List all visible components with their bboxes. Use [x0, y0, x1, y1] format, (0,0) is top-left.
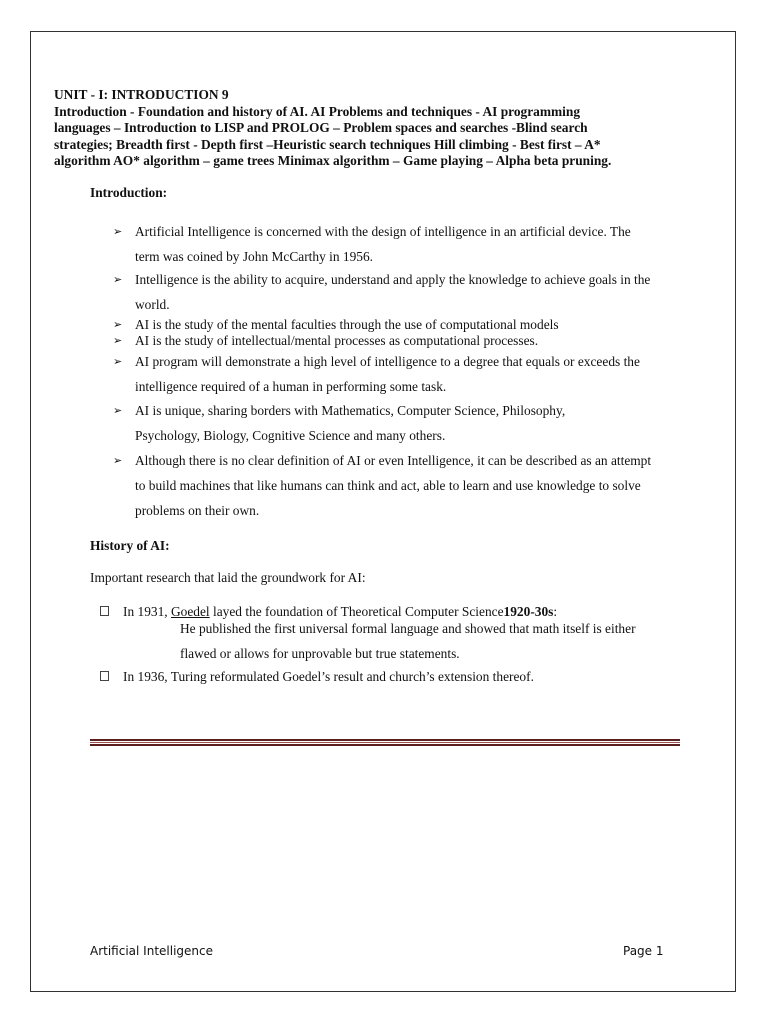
section-divider-mid	[90, 742, 680, 743]
checkbox-bullet-icon	[100, 671, 109, 681]
arrow-bullet-icon: ➢	[113, 318, 123, 331]
history-intro: Important research that laid the groundwork for AI:	[90, 570, 366, 585]
introduction-heading: Introduction:	[90, 185, 168, 200]
unit-heading	[54, 87, 634, 170]
bullet-text: AI is the study of intellectual/mental processes as computational processes.	[135, 333, 539, 348]
arrow-bullet-icon: ➢	[113, 273, 123, 286]
goedel-link[interactable]: Goedel	[170, 604, 210, 619]
intro-bullet	[113, 317, 673, 333]
intro-bullet	[113, 349, 673, 399]
bullet-text: Intelligence is the ability to acquire, understand and apply the knowledge to achieve goals in the world.	[135, 272, 651, 312]
intro-bullet	[113, 398, 673, 448]
unit-title: UNIT - I: INTRODUCTION 9	[54, 87, 229, 102]
bullet-text: AI is unique, sharing borders with Mathematics, Computer Science, Philosophy, Psychology, Biology, Cognitive Science and many others.	[135, 403, 566, 443]
unit-topics: Introduction - Foundation and history of AI. AI Problems and techniques - AI programming languages – Introduction to LISP and PROLOG – Problem spaces and searches -Blind search strategies; Breadth first - Depth first –Heuristic search techniques Hill climbing - Best first – A* algorithm AO* algorithm – game trees Minimax algorithm – Game playing – Alpha beta pruning.	[54, 103, 612, 169]
history-heading: History of AI:	[90, 538, 170, 553]
page-number: Page 1	[623, 944, 664, 958]
history-item: In 1931, Goedel layed the foundation of Theoretical Computer Science1920-30s:	[100, 604, 557, 620]
arrow-bullet-icon: ➢	[113, 355, 123, 368]
arrow-bullet-icon: ➢	[113, 404, 123, 417]
intro-bullet	[113, 267, 673, 317]
bullet-text: AI program will demonstrate a high level of intelligence to a degree that equals or exceeds the intelligence required of a human in performing some task.	[135, 354, 640, 394]
bullet-text: AI is the study of the mental faculties through the use of computational models	[135, 317, 559, 332]
checkbox-bullet-icon	[100, 606, 109, 616]
arrow-bullet-icon: ➢	[113, 225, 123, 238]
intro-bullet	[113, 219, 673, 269]
history-item: In 1936, Turing reformulated Goedel’s result and church’s extension thereof.	[100, 669, 534, 685]
history-item-detail: He published the first universal formal language and showed that math itself is either flawed or allows for unprovable but true statements.	[180, 621, 636, 661]
footer-title: Artificial Intelligence	[90, 944, 213, 958]
arrow-bullet-icon: ➢	[113, 334, 123, 347]
intro-bullet	[113, 448, 673, 523]
bullet-text: Although there is no clear definition of AI or even Intelligence, it can be described as an attempt to build machines that like humans can think and act, able to learn and use knowledge to solve problems on their own.	[135, 453, 652, 518]
arrow-bullet-icon: ➢	[113, 454, 123, 467]
bullet-text: Artificial Intelligence is concerned with the design of intelligence in an artificial device. The term was coined by John McCarthy in 1956.	[135, 224, 631, 264]
intro-bullet	[113, 333, 673, 349]
